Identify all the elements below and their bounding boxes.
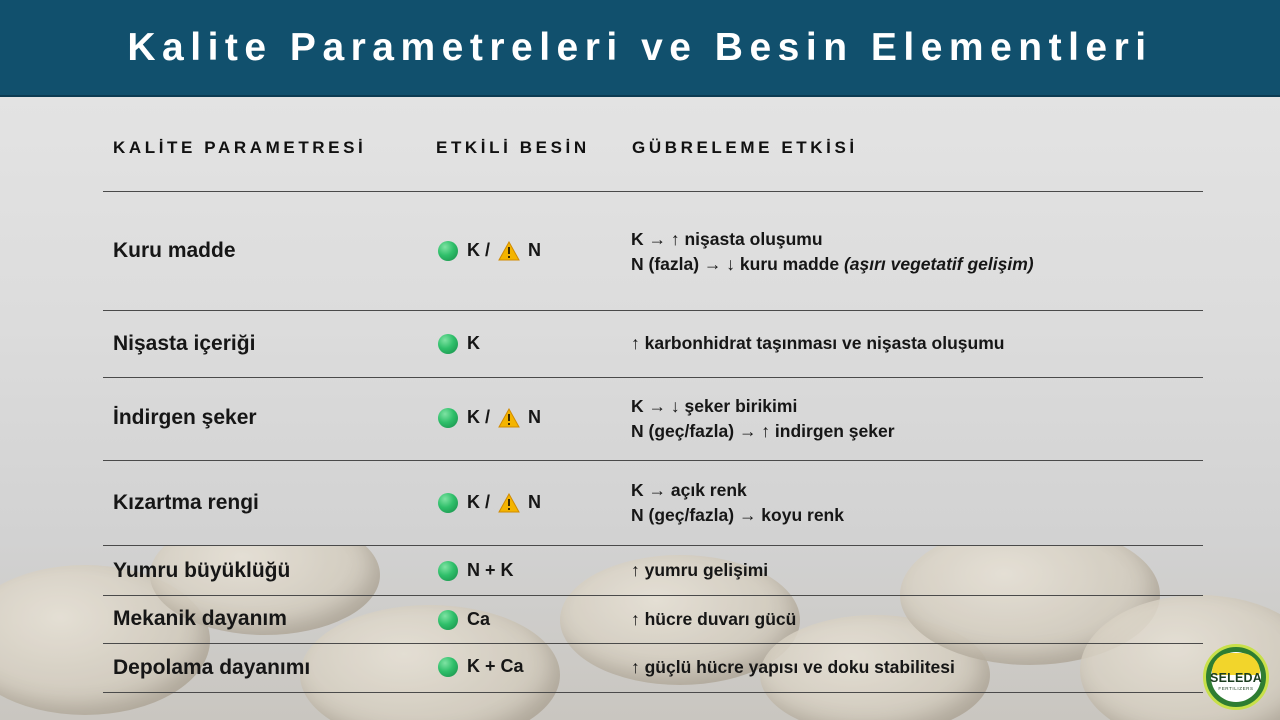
- table-row: [103, 311, 1203, 377]
- nutrient-cell: [438, 560, 514, 581]
- nutrient-primary: K /: [467, 492, 491, 512]
- green-dot-icon: [438, 561, 458, 581]
- effect-line: [631, 252, 1034, 277]
- nutrient-secondary: N: [528, 407, 542, 427]
- green-dot-icon: [438, 493, 458, 513]
- nutrient-secondary: N: [528, 492, 542, 512]
- page-title: Kalite Parametreleri ve Besin Elementleri: [127, 26, 1153, 69]
- green-dot-icon: [438, 241, 458, 261]
- seleda-logo: [1203, 644, 1269, 710]
- green-dot-icon: [438, 610, 458, 630]
- param-label: Yumru büyüklüğü: [113, 559, 291, 582]
- nutrient-cell: [438, 609, 490, 630]
- nutrient-secondary: N: [528, 240, 542, 260]
- effect-cell: [631, 394, 895, 444]
- warning-icon: [498, 408, 520, 428]
- nutrient-primary: Ca: [467, 609, 491, 629]
- table-row: [103, 378, 1203, 460]
- effect-cell: [631, 478, 844, 528]
- effect-line: N (geç/fazla) → ↑ indirgen şeker: [631, 421, 895, 441]
- column-header-nutrient: ETKİLİ BESİN: [436, 138, 590, 157]
- warning-icon: [498, 493, 520, 513]
- logo-subtitle: FERTILIZERS: [1218, 686, 1254, 691]
- column-header-param: KALİTE PARAMETRESİ: [113, 138, 367, 157]
- column-header-effect: GÜBRELEME ETKİSİ: [632, 138, 858, 157]
- effect-cell: [631, 558, 768, 583]
- effect-cell: [631, 227, 1034, 277]
- effect-note: (aşırı vegetatif gelişim): [843, 254, 1034, 274]
- logo-name: SELEDA: [1210, 671, 1262, 685]
- nutrient-cell: [438, 656, 524, 677]
- table-row: [103, 644, 1203, 692]
- nutrient-cell: [438, 492, 541, 513]
- effect-line: N (geç/fazla) → koyu renk: [631, 505, 844, 525]
- effect-line: K → ↑ nişasta oluşumu: [631, 229, 823, 249]
- param-label: Nişasta içeriği: [113, 332, 256, 355]
- effect-line: K → açık renk: [631, 480, 747, 500]
- nutrient-primary: K /: [467, 240, 491, 260]
- effect-cell: [631, 331, 1004, 356]
- effect-text: N (fazla) → ↓ kuru madde: [631, 254, 844, 274]
- effect-line: ↑ hücre duvarı gücü: [631, 609, 797, 629]
- effect-line: ↑ yumru gelişimi: [631, 560, 769, 580]
- row-divider: [103, 692, 1203, 693]
- warning-icon: [498, 241, 520, 261]
- green-dot-icon: [438, 334, 458, 354]
- nutrient-primary: K: [467, 333, 480, 353]
- nutrient-cell: [438, 333, 480, 354]
- title-bar: [0, 0, 1280, 97]
- nutrient-primary: K + Ca: [467, 656, 524, 676]
- table-row: [103, 461, 1203, 545]
- table-row: [103, 546, 1203, 595]
- nutrient-primary: N + K: [467, 560, 514, 580]
- nutrient-primary: K /: [467, 407, 491, 427]
- effect-cell: [631, 655, 955, 680]
- green-dot-icon: [438, 657, 458, 677]
- param-label: Depolama dayanımı: [113, 656, 311, 679]
- effect-line: ↑ karbonhidrat taşınması ve nişasta oluşumu: [631, 333, 1005, 353]
- param-label: Kızartma rengi: [113, 491, 259, 514]
- effect-line: K → ↓ şeker birikimi: [631, 396, 798, 416]
- param-label: Mekanik dayanım: [113, 607, 287, 630]
- param-label: Kuru madde: [113, 239, 236, 262]
- nutrient-cell: [438, 240, 541, 261]
- table-row: [103, 596, 1203, 643]
- nutrient-cell: [438, 407, 541, 428]
- effect-cell: [631, 607, 796, 632]
- table-row: [103, 192, 1203, 310]
- green-dot-icon: [438, 408, 458, 428]
- effect-line: ↑ güçlü hücre yapısı ve doku stabilitesi: [631, 657, 955, 677]
- param-label: İndirgen şeker: [113, 406, 257, 429]
